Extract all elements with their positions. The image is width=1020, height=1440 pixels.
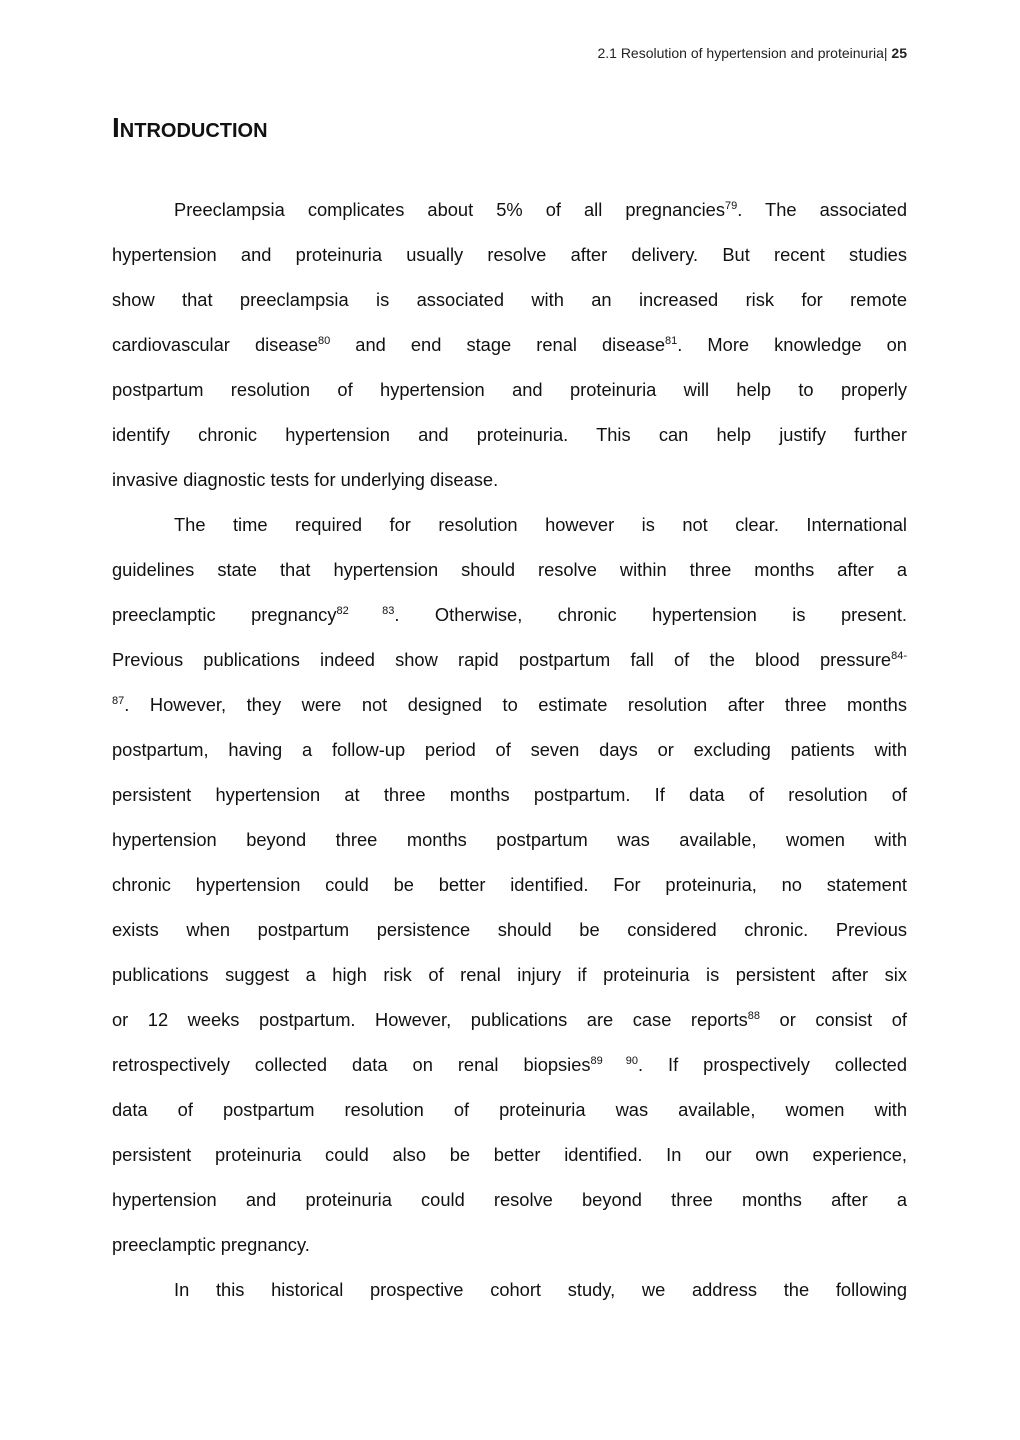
text-line [112, 1267, 907, 1312]
header-separator: | [883, 45, 888, 61]
text-line [112, 412, 907, 457]
citation-superscript: 81 [665, 334, 678, 347]
text-segment: preeclamptic pregnancy [112, 604, 337, 625]
text-segment: . If prospectively collected [637, 1054, 907, 1075]
text-line [112, 457, 907, 502]
text-segment: data of postpartum resolution of proteinuria was available, women with [112, 1099, 907, 1120]
text-segment: . Otherwise, chronic hypertension is present. [394, 604, 908, 625]
text-segment: preeclamptic pregnancy. [112, 1234, 310, 1255]
text-line [112, 772, 907, 817]
text-segment: persistent hypertension at three months postpartum. If data of resolution of [112, 784, 907, 805]
text-segment: hypertension beyond three months postpartum was available, women with [112, 829, 907, 850]
text-line [112, 232, 907, 277]
citation-superscript: 79 [724, 199, 738, 212]
text-line [112, 997, 907, 1042]
text-line [112, 502, 907, 547]
text-line [112, 907, 907, 952]
text-line [112, 1222, 907, 1267]
text-line [112, 637, 907, 682]
text-line [112, 1087, 907, 1132]
text-segment: and end stage renal disease [330, 334, 666, 355]
running-title: 2.1 Resolution of hypertension and proteinuria [597, 45, 884, 61]
text-line [112, 592, 907, 637]
citation-superscript: 82 83 [336, 604, 395, 617]
text-segment: show that preeclampsia is associated with an increased risk for remote [112, 289, 907, 310]
text-line [112, 322, 907, 367]
text-segment: Preeclampsia complicates about 5% of all pregnancies [174, 199, 725, 220]
text-line [112, 727, 907, 772]
text-segment: exists when postpartum persistence should be considered chronic. Previous [112, 919, 907, 940]
text-segment: or 12 weeks postpartum. However, publications are case reports [112, 1009, 748, 1030]
text-line [112, 682, 907, 727]
citation-superscript: 88 [747, 1009, 761, 1022]
text-segment: In this historical prospective cohort study, we address the following [174, 1279, 907, 1300]
text-line [112, 1042, 907, 1087]
text-line [112, 817, 907, 862]
citation-superscript: 84- [891, 649, 907, 662]
text-segment: chronic hypertension could be better identified. For proteinuria, no statement [112, 874, 907, 895]
text-segment: identify chronic hypertension and proteinuria. This can help justify further [112, 424, 907, 445]
citation-superscript: 89 90 [590, 1054, 638, 1067]
text-segment: . More knowledge on [677, 334, 907, 355]
text-line [112, 862, 907, 907]
body-text [112, 187, 907, 1312]
text-segment: retrospectively collected data on renal biopsies [112, 1054, 591, 1075]
running-header [597, 45, 907, 61]
text-line [112, 952, 907, 997]
text-segment: postpartum, having a follow-up period of seven days or excluding patients with [112, 739, 907, 760]
text-segment: cardiovascular disease [112, 334, 318, 355]
text-line [112, 187, 907, 232]
paragraph [112, 187, 907, 502]
text-segment: invasive diagnostic tests for underlying disease. [112, 469, 499, 490]
text-line [112, 367, 907, 412]
text-segment: Previous publications indeed show rapid postpartum fall of the blood pressure [112, 649, 892, 670]
text-segment: . The associated [737, 199, 907, 220]
text-segment: guidelines state that hypertension should resolve within three months after a [112, 559, 907, 580]
text-segment: The time required for resolution however is not clear. International [174, 514, 907, 535]
paragraph [112, 502, 907, 1267]
text-segment: publications suggest a high risk of renal injury if proteinuria is persistent after six [112, 964, 907, 985]
citation-superscript: 87 [112, 694, 125, 707]
text-segment: or consist of [760, 1009, 907, 1030]
text-segment: hypertension and proteinuria could resolve beyond three months after a [112, 1189, 907, 1210]
section-title: Introduction [112, 112, 268, 143]
text-segment: . However, they were not designed to estimate resolution after three months [124, 694, 907, 715]
text-line [112, 277, 907, 322]
text-segment: hypertension and proteinuria usually resolve after delivery. But recent studies [112, 244, 907, 265]
text-segment: postpartum resolution of hypertension and proteinuria will help to properly [112, 379, 907, 400]
text-line [112, 1132, 907, 1177]
text-line [112, 1177, 907, 1222]
paragraph [112, 1267, 907, 1312]
text-segment: persistent proteinuria could also be better identified. In our own experience, [112, 1144, 907, 1165]
citation-superscript: 80 [317, 334, 331, 347]
page-number: 25 [891, 45, 907, 61]
text-line [112, 547, 907, 592]
